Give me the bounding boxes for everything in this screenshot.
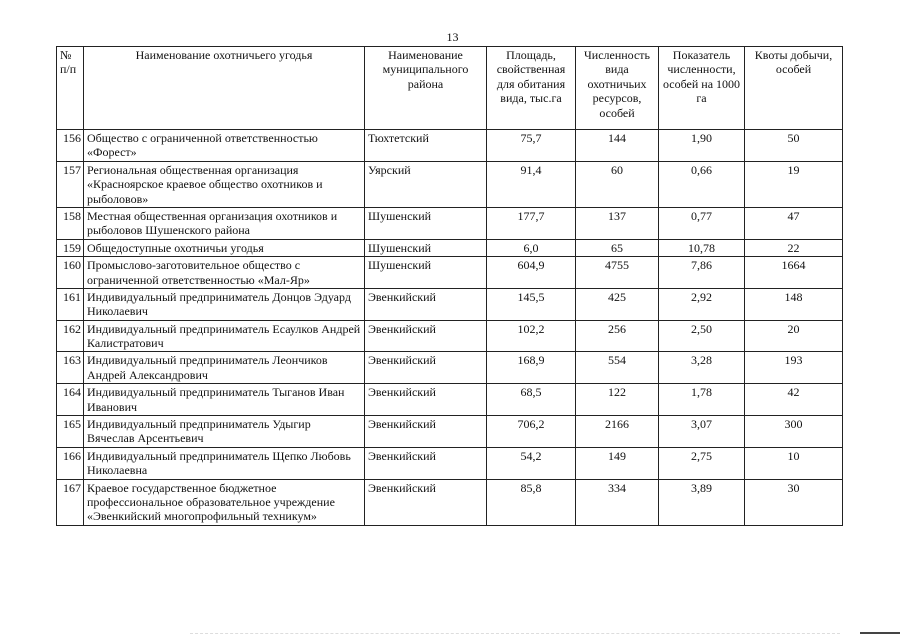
cell-count: 554 bbox=[576, 352, 659, 384]
cell-district: Шушенский bbox=[365, 239, 487, 256]
header-number: № п/п bbox=[57, 47, 84, 130]
header-area: Площадь, свойственная для обитания вида, тыс.га bbox=[487, 47, 576, 130]
cell-area: 91,4 bbox=[487, 161, 576, 207]
table-header-row bbox=[57, 47, 843, 130]
scan-artifact-mark bbox=[860, 632, 900, 634]
cell-area: 177,7 bbox=[487, 207, 576, 239]
cell-density: 1,78 bbox=[659, 384, 745, 416]
cell-district: Эвенкийский bbox=[365, 384, 487, 416]
cell-quota: 1664 bbox=[745, 257, 843, 289]
cell-number: 159 bbox=[57, 239, 84, 256]
cell-ground-name: Общедоступные охотничьи угодья bbox=[84, 239, 365, 256]
cell-density: 0,66 bbox=[659, 161, 745, 207]
cell-number: 162 bbox=[57, 320, 84, 352]
cell-density: 2,92 bbox=[659, 288, 745, 320]
cell-density: 1,90 bbox=[659, 130, 745, 162]
cell-number: 161 bbox=[57, 288, 84, 320]
page-number: 13 bbox=[446, 30, 459, 44]
cell-district: Эвенкийский bbox=[365, 416, 487, 448]
cell-count: 425 bbox=[576, 288, 659, 320]
cell-density: 0,77 bbox=[659, 207, 745, 239]
cell-number: 164 bbox=[57, 384, 84, 416]
cell-district: Эвенкийский bbox=[365, 352, 487, 384]
cell-number: 157 bbox=[57, 161, 84, 207]
table-row bbox=[57, 161, 843, 207]
cell-district: Эвенкийский bbox=[365, 288, 487, 320]
cell-count: 137 bbox=[576, 207, 659, 239]
cell-ground-name: Индивидуальный предприниматель Есаулков Андрей Калистратович bbox=[84, 320, 365, 352]
cell-quota: 10 bbox=[745, 447, 843, 479]
cell-number: 167 bbox=[57, 479, 84, 525]
cell-quota: 19 bbox=[745, 161, 843, 207]
cell-ground-name: Региональная общественная организация «Красноярское краевое общество охотников и рыболовов» bbox=[84, 161, 365, 207]
cell-quota: 50 bbox=[745, 130, 843, 162]
scan-artifact-line bbox=[190, 633, 840, 635]
cell-ground-name: Индивидуальный предприниматель Удыгир Вячеслав Арсентьевич bbox=[84, 416, 365, 448]
cell-count: 2166 bbox=[576, 416, 659, 448]
cell-count: 256 bbox=[576, 320, 659, 352]
cell-number: 158 bbox=[57, 207, 84, 239]
cell-quota: 300 bbox=[745, 416, 843, 448]
cell-count: 122 bbox=[576, 384, 659, 416]
cell-area: 168,9 bbox=[487, 352, 576, 384]
cell-district: Эвенкийский bbox=[365, 447, 487, 479]
cell-count: 65 bbox=[576, 239, 659, 256]
cell-area: 145,5 bbox=[487, 288, 576, 320]
header-count: Численность вида охотничьих ресурсов, особей bbox=[576, 47, 659, 130]
table-row bbox=[57, 447, 843, 479]
cell-ground-name: Местная общественная организация охотников и рыболовов Шушенского района bbox=[84, 207, 365, 239]
table-row bbox=[57, 239, 843, 256]
cell-count: 60 bbox=[576, 161, 659, 207]
cell-quota: 148 bbox=[745, 288, 843, 320]
cell-quota: 47 bbox=[745, 207, 843, 239]
cell-density: 10,78 bbox=[659, 239, 745, 256]
cell-ground-name: Индивидуальный предприниматель Донцов Эдуард Николаевич bbox=[84, 288, 365, 320]
cell-area: 102,2 bbox=[487, 320, 576, 352]
header-density: Показатель численности, особей на 1000 га bbox=[659, 47, 745, 130]
cell-number: 163 bbox=[57, 352, 84, 384]
cell-number: 156 bbox=[57, 130, 84, 162]
cell-quota: 22 bbox=[745, 239, 843, 256]
header-quota: Квоты добычи, особей bbox=[745, 47, 843, 130]
cell-area: 604,9 bbox=[487, 257, 576, 289]
cell-area: 706,2 bbox=[487, 416, 576, 448]
cell-count: 334 bbox=[576, 479, 659, 525]
cell-ground-name: Промыслово-заготовительное общество с ограниченной ответственностью «Мал-Яр» bbox=[84, 257, 365, 289]
cell-quota: 42 bbox=[745, 384, 843, 416]
cell-area: 75,7 bbox=[487, 130, 576, 162]
table-row bbox=[57, 384, 843, 416]
table-row bbox=[57, 130, 843, 162]
cell-ground-name: Краевое государственное бюджетное профессиональное образовательное учреждение «Эвенкийский многопрофильный техникум» bbox=[84, 479, 365, 525]
cell-quota: 193 bbox=[745, 352, 843, 384]
cell-ground-name: Индивидуальный предприниматель Тыганов Иван Иванович bbox=[84, 384, 365, 416]
table-row bbox=[57, 288, 843, 320]
cell-ground-name: Индивидуальный предприниматель Щепко Любовь Николаевна bbox=[84, 447, 365, 479]
table-row bbox=[57, 257, 843, 289]
cell-district: Уярский bbox=[365, 161, 487, 207]
cell-density: 2,50 bbox=[659, 320, 745, 352]
cell-area: 6,0 bbox=[487, 239, 576, 256]
cell-district: Тюхтетский bbox=[365, 130, 487, 162]
table-row bbox=[57, 479, 843, 525]
table-row bbox=[57, 207, 843, 239]
cell-count: 144 bbox=[576, 130, 659, 162]
header-ground-name: Наименование охотничьего угодья bbox=[84, 47, 365, 130]
cell-density: 3,07 bbox=[659, 416, 745, 448]
cell-quota: 20 bbox=[745, 320, 843, 352]
cell-district: Эвенкийский bbox=[365, 479, 487, 525]
hunting-grounds-table bbox=[56, 46, 843, 526]
cell-density: 3,28 bbox=[659, 352, 745, 384]
cell-ground-name: Индивидуальный предприниматель Леончиков Андрей Александрович bbox=[84, 352, 365, 384]
cell-area: 85,8 bbox=[487, 479, 576, 525]
cell-number: 166 bbox=[57, 447, 84, 479]
header-district: Наименование муниципального района bbox=[365, 47, 487, 130]
cell-district: Эвенкийский bbox=[365, 320, 487, 352]
table-row bbox=[57, 320, 843, 352]
table-row bbox=[57, 416, 843, 448]
cell-density: 2,75 bbox=[659, 447, 745, 479]
cell-ground-name: Общество с ограниченной ответственностью «Форест» bbox=[84, 130, 365, 162]
cell-area: 68,5 bbox=[487, 384, 576, 416]
cell-district: Шушенский bbox=[365, 257, 487, 289]
cell-density: 3,89 bbox=[659, 479, 745, 525]
cell-district: Шушенский bbox=[365, 207, 487, 239]
table-row bbox=[57, 352, 843, 384]
cell-count: 4755 bbox=[576, 257, 659, 289]
cell-area: 54,2 bbox=[487, 447, 576, 479]
cell-count: 149 bbox=[576, 447, 659, 479]
cell-quota: 30 bbox=[745, 479, 843, 525]
cell-number: 165 bbox=[57, 416, 84, 448]
cell-density: 7,86 bbox=[659, 257, 745, 289]
cell-number: 160 bbox=[57, 257, 84, 289]
